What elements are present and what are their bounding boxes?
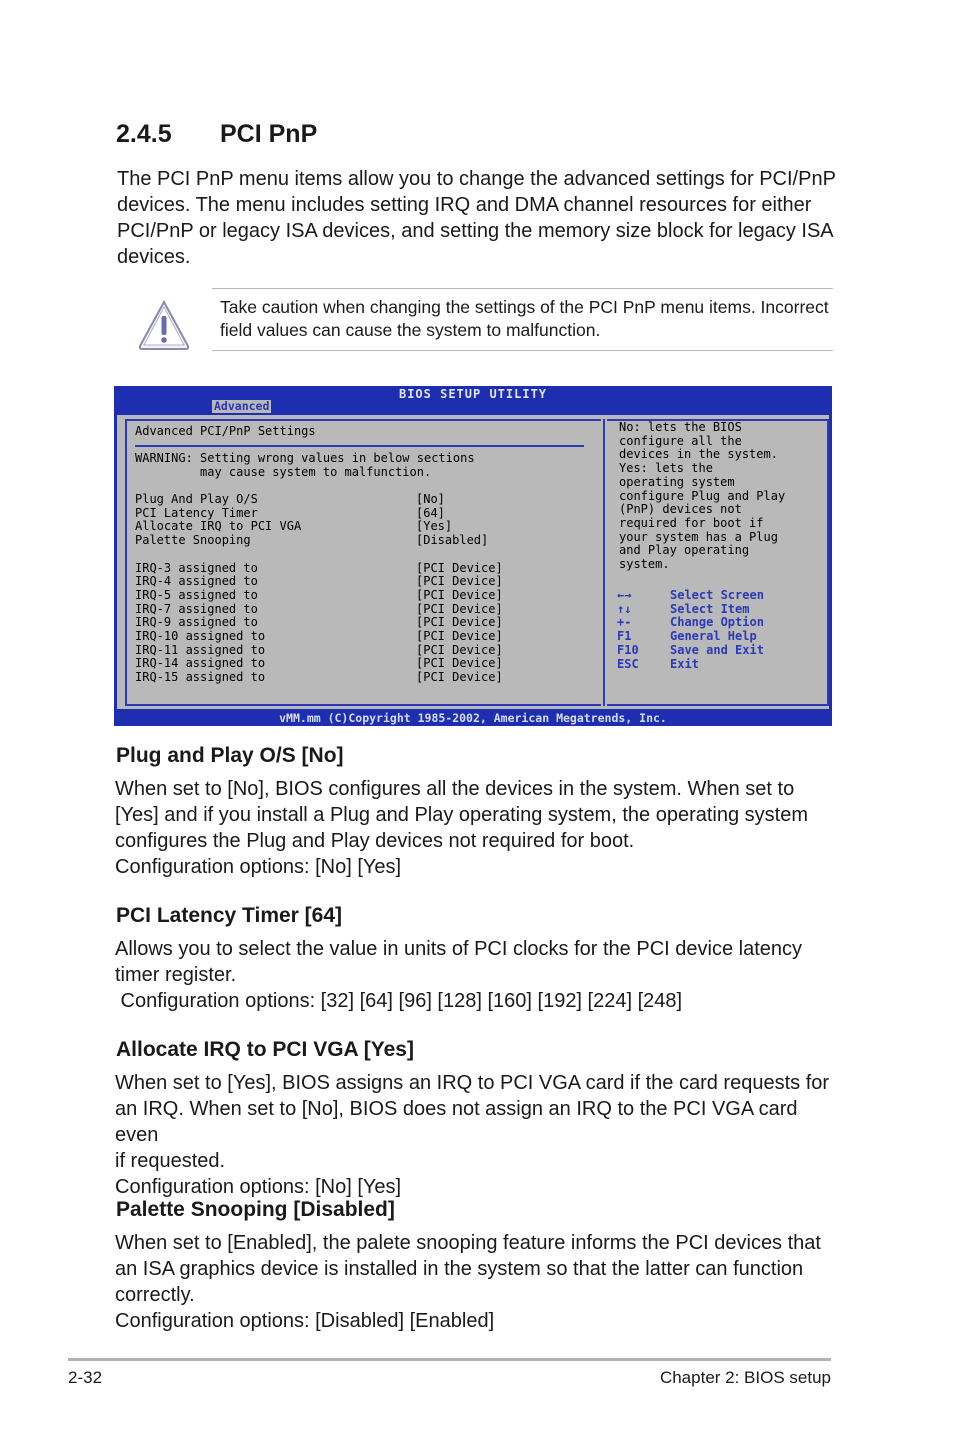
bios-tab-advanced[interactable]: Advanced [214,399,270,413]
bios-setting-value[interactable]: [No] [416,492,445,506]
intro-paragraph [117,166,837,270]
bios-key: ↑↓ [617,601,632,616]
bios-warning-line: WARNING: Setting wrong values in below sections [135,451,475,465]
item-description [115,1070,835,1200]
bios-irq-label: IRQ-14 assigned to [135,656,266,671]
bios-help-line: and Play operating [619,543,750,558]
bios-setting-label: Allocate IRQ to PCI VGA [135,519,302,534]
page-number: 2-32 [68,1368,103,1387]
bios-body [117,415,829,709]
intro-line: The PCI PnP menu items allow you to change the advanced settings for PCI/PnP [117,168,836,190]
bios-setting-value[interactable]: [Disabled] [416,533,489,548]
item-line: an ISA graphics device is installed in the system so that the latter can function [115,1258,804,1280]
bios-help-line: configure Plug and Play [619,488,786,503]
caution-bottom-rule [212,350,833,351]
item-description [115,776,835,880]
bios-help-line: configure all the [619,433,742,448]
item-description [115,936,835,1014]
bios-key-action: Select Screen [670,588,764,602]
bios-help-line: required for boot if [619,515,764,530]
bios-irq-label: IRQ-5 assigned to [135,587,258,602]
bios-irq-value[interactable]: [PCI Device] [416,629,503,643]
section-title: PCI PnP [220,120,318,148]
bios-irq-label: IRQ-9 assigned to [135,615,258,630]
item-heading: Palette Snooping [Disabled] [116,1198,395,1221]
bios-help-line: operating system [619,474,735,489]
bios-key: F1 [617,629,632,644]
item-line: timer register. [115,964,237,986]
intro-line: devices. [117,246,191,268]
bios-key: ←→ [617,588,632,602]
bios-screenshot [114,386,832,726]
bios-help-line: system. [619,557,670,571]
bios-irq-value[interactable]: [PCI Device] [416,574,503,589]
bios-copyright: vMM.mm (C)Copyright 1985-2002, American Megatrends, Inc. [279,711,667,725]
bios-key: F10 [617,642,639,657]
bios-help-line: Yes: lets the [619,461,713,476]
item-line: if requested. [115,1150,226,1172]
bios-irq-label: IRQ-15 assigned to [135,670,266,685]
section-number: 2.4.5 [116,120,172,148]
item-line: When set to [Enabled], the palete snooping feature informs the PCI devices that [115,1232,821,1254]
footer-rule [68,1358,831,1361]
bios-irq-value[interactable]: [PCI Device] [416,670,503,685]
item-line: Configuration options: [32] [64] [96] [128] [160] [192] [224] [248] [115,990,683,1012]
bios-irq-label: IRQ-10 assigned to [135,629,266,643]
intro-line: PCI/PnP or legacy ISA devices, and setting the memory size block for legacy ISA [117,220,834,242]
bios-help-line: devices in the system. [619,447,778,462]
item-heading: Plug and Play O/S [No] [116,744,344,767]
bios-irq-value[interactable]: [PCI Device] [416,601,503,616]
bios-help-line: your system has a Plug [619,529,778,544]
section-heading [116,120,317,149]
caution-text [220,296,832,342]
caution-top-rule [212,288,833,289]
bios-key-action: Exit [670,656,699,671]
bios-panel-header: Advanced PCI/PnP Settings [135,424,316,438]
bios-irq-value[interactable]: [PCI Device] [416,656,503,671]
item-line: correctly. [115,1284,195,1306]
item-line: an IRQ. When set to [No], BIOS does not assign an IRQ to the PCI VGA card even [115,1098,798,1146]
bios-setting-value[interactable]: [Yes] [416,519,453,534]
bios-setting-value[interactable]: [64] [416,505,445,520]
bios-irq-value[interactable]: [PCI Device] [416,560,503,575]
chapter-label: Chapter 2: BIOS setup [659,1368,831,1387]
item-line: Allows you to select the value in units of PCI clocks for the PCI device latency [115,938,802,960]
bios-irq-value[interactable]: [PCI Device] [416,587,503,602]
bios-irq-value[interactable]: [PCI Device] [416,615,503,630]
item-line: Configuration options: [Disabled] [Enabled] [115,1310,495,1332]
warning-triangle-icon [136,298,192,352]
item-line: Configuration options: [No] [Yes] [115,856,402,878]
bios-title: BIOS SETUP UTILITY [398,387,548,401]
bios-header-rule [135,445,584,447]
bios-irq-label: IRQ-7 assigned to [135,601,258,616]
item-line: [Yes] and if you install a Plug and Play operating system, the operating system [115,804,808,826]
bios-irq-label: IRQ-4 assigned to [135,574,258,589]
bios-key-action: Change Option [670,615,764,630]
bios-key-action: General Help [670,629,757,644]
bios-help-line: (PnP) devices not [619,502,742,517]
bios-key-action: Save and Exit [670,642,764,657]
bios-help-line: No: lets the BIOS [619,420,742,434]
caution-line: Take caution when changing the settings of the PCI PnP menu items. Incorrect [220,297,829,317]
bios-key-action: Select Item [670,601,750,616]
bios-irq-value[interactable]: [PCI Device] [416,642,503,657]
item-heading: PCI Latency Timer [64] [116,904,343,927]
bios-setting-label: Plug And Play O/S [135,492,258,506]
caution-line: field values can cause the system to malfunction. [220,320,601,340]
bios-warning-line: may cause system to malfunction. [135,464,432,479]
intro-line: devices. The menu includes setting IRQ and DMA channel resources for either [117,194,812,216]
bios-setting-label: Palette Snooping [135,533,251,548]
bios-setting-label: PCI Latency Timer [135,505,258,520]
item-line: When set to [Yes], BIOS assigns an IRQ to PCI VGA card if the card requests for [115,1072,830,1094]
bios-irq-label: IRQ-11 assigned to [135,642,266,657]
item-line: configures the Plug and Play devices not required for boot. [115,830,635,852]
item-heading: Allocate IRQ to PCI VGA [Yes] [116,1038,414,1061]
bios-panel-divider [603,419,605,706]
item-line: When set to [No], BIOS configures all the devices in the system. When set to [115,778,795,800]
bios-key: ESC [617,656,639,671]
bios-irq-label: IRQ-3 assigned to [135,560,258,575]
bios-key: +- [617,615,632,630]
item-line: Configuration options: [No] [Yes] [115,1176,402,1198]
item-description [115,1230,835,1334]
